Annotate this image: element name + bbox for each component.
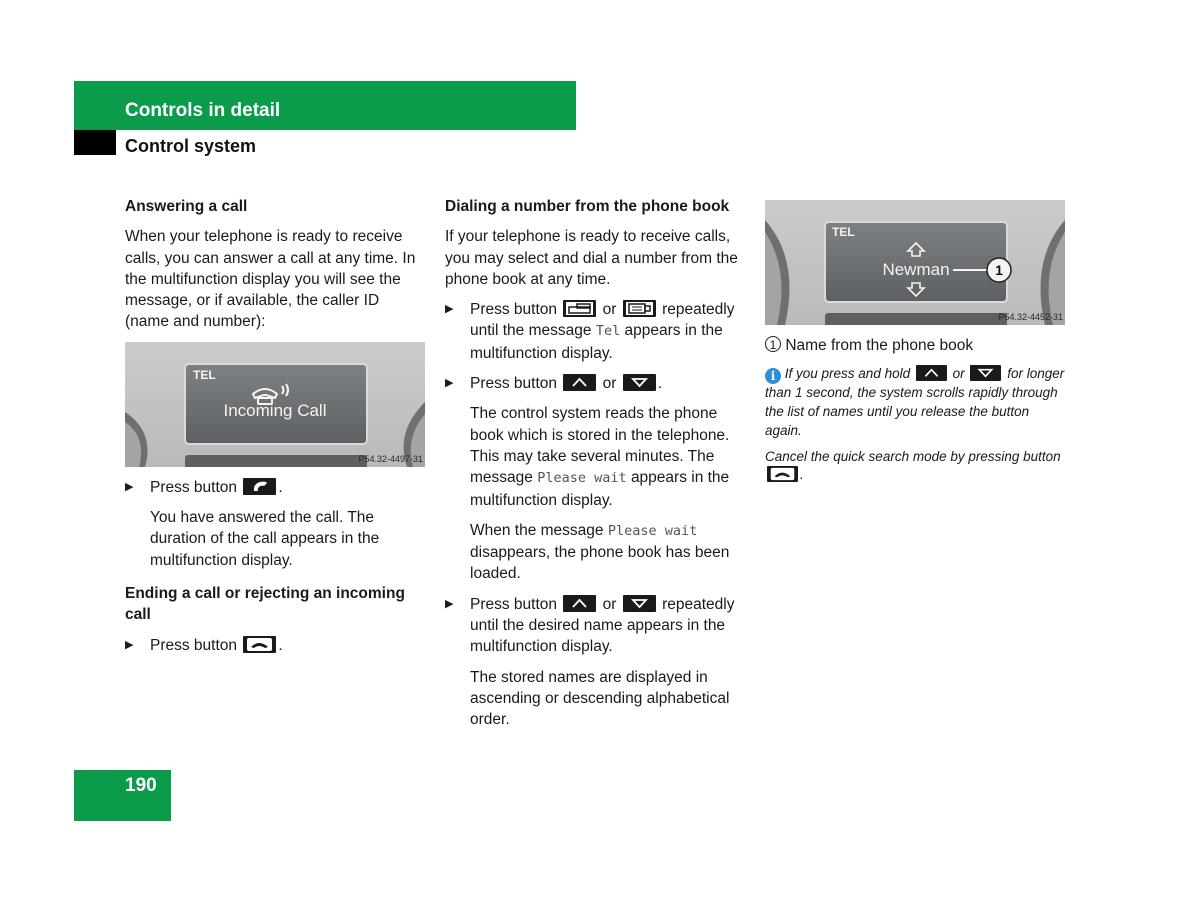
paragraph-dialing-intro: If your telephone is ready to receive calls, you may select and dial a number from the phone book at any time. [445, 228, 738, 288]
page-forward-icon [623, 300, 656, 317]
arrow-up-icon [563, 374, 596, 391]
paragraph-answer-result: You have answered the call. The duration of the call appears in the multifunction display. [150, 509, 380, 569]
paragraph-answering-intro: When your telephone is ready to receive calls, you can answer a call at any time. In the multifunction display you will see the message, or if available, the caller ID (name and number): [125, 228, 416, 331]
arrow-down-icon [970, 365, 1001, 381]
step-select-name: ▶ Press button or repeatedly until the desired name appears in the multifunction display. [445, 595, 735, 656]
column-middle [445, 196, 745, 740]
arrow-up-icon [916, 365, 947, 381]
bullet-arrow-icon: ▶ [125, 638, 134, 651]
step-end-call: ▶ Press button . [125, 635, 425, 656]
step-select-tel: ▶ Press button or repeatedly until the message Tel appears in the multifunction display. [445, 301, 735, 362]
image-code: P54.32-4497-31 [358, 453, 423, 464]
paragraph-phonebook-loaded: When the message Please wait disappears, the phone book has been loaded. [470, 521, 730, 583]
step-answer-call: ▶ Press button . [125, 477, 425, 498]
display-message: Incoming Call [223, 400, 327, 420]
bullet-arrow-icon: ▶ [445, 303, 454, 316]
paragraph-sort-order: The stored names are displayed in ascending or descending alphabetical order. [470, 668, 730, 729]
caption-callout-number: 1 [765, 336, 781, 352]
arrow-down-icon [623, 595, 656, 612]
page-back-icon [563, 300, 596, 317]
display-code-tel: Tel [595, 323, 621, 340]
display-code-please-wait-2: Please wait [607, 522, 698, 539]
bullet-arrow-icon: ▶ [445, 377, 454, 390]
subsection-marker [74, 130, 116, 155]
display-mode-label: TEL [832, 225, 855, 239]
display-code-please-wait: Please wait [537, 470, 627, 487]
image-code: P54.32-4452-31 [998, 312, 1063, 322]
heading-answering-call: Answering a call [125, 198, 248, 215]
note-quick-scroll: i If you press and hold or for longer than 1 second, the system scrolls rapidly through the list of names until you release the button again. [765, 366, 1065, 438]
phone-pickup-icon [243, 478, 276, 495]
display-name: Newman [882, 260, 950, 279]
display-image-incoming-call [125, 342, 425, 467]
phone-hangup-icon [243, 636, 276, 653]
heading-ending-call: Ending a call or rejecting an incoming call [125, 584, 405, 624]
figure-caption: 1 Name from the phone book [765, 335, 1065, 356]
subsection-title: Control system [125, 136, 257, 156]
step-press-arrows: ▶ Press button or . [445, 373, 745, 394]
callout-number: 1 [995, 262, 1003, 278]
heading-dialing-phonebook: Dialing a number from the phone book [445, 198, 730, 215]
bullet-arrow-icon: ▶ [445, 597, 454, 610]
display-image-newman [765, 200, 1065, 325]
note-cancel-quick-search: Cancel the quick search mode by pressing button . [765, 448, 1061, 483]
arrow-up-icon [563, 595, 596, 612]
info-icon: i [765, 368, 781, 384]
page-number: 190 [125, 775, 157, 796]
paragraph-phonebook-loading: The control system reads the phone book which is stored in the telephone. This may take several minutes. The message Please wait appears in the multifunction display. [470, 405, 730, 509]
section-title: Controls in detail [125, 100, 281, 121]
phone-hangup-icon [767, 466, 798, 482]
display-mode-label: TEL [193, 367, 216, 382]
bullet-arrow-icon: ▶ [125, 480, 134, 493]
arrow-down-icon [623, 374, 656, 391]
column-left [125, 196, 425, 665]
column-right [765, 200, 1065, 492]
